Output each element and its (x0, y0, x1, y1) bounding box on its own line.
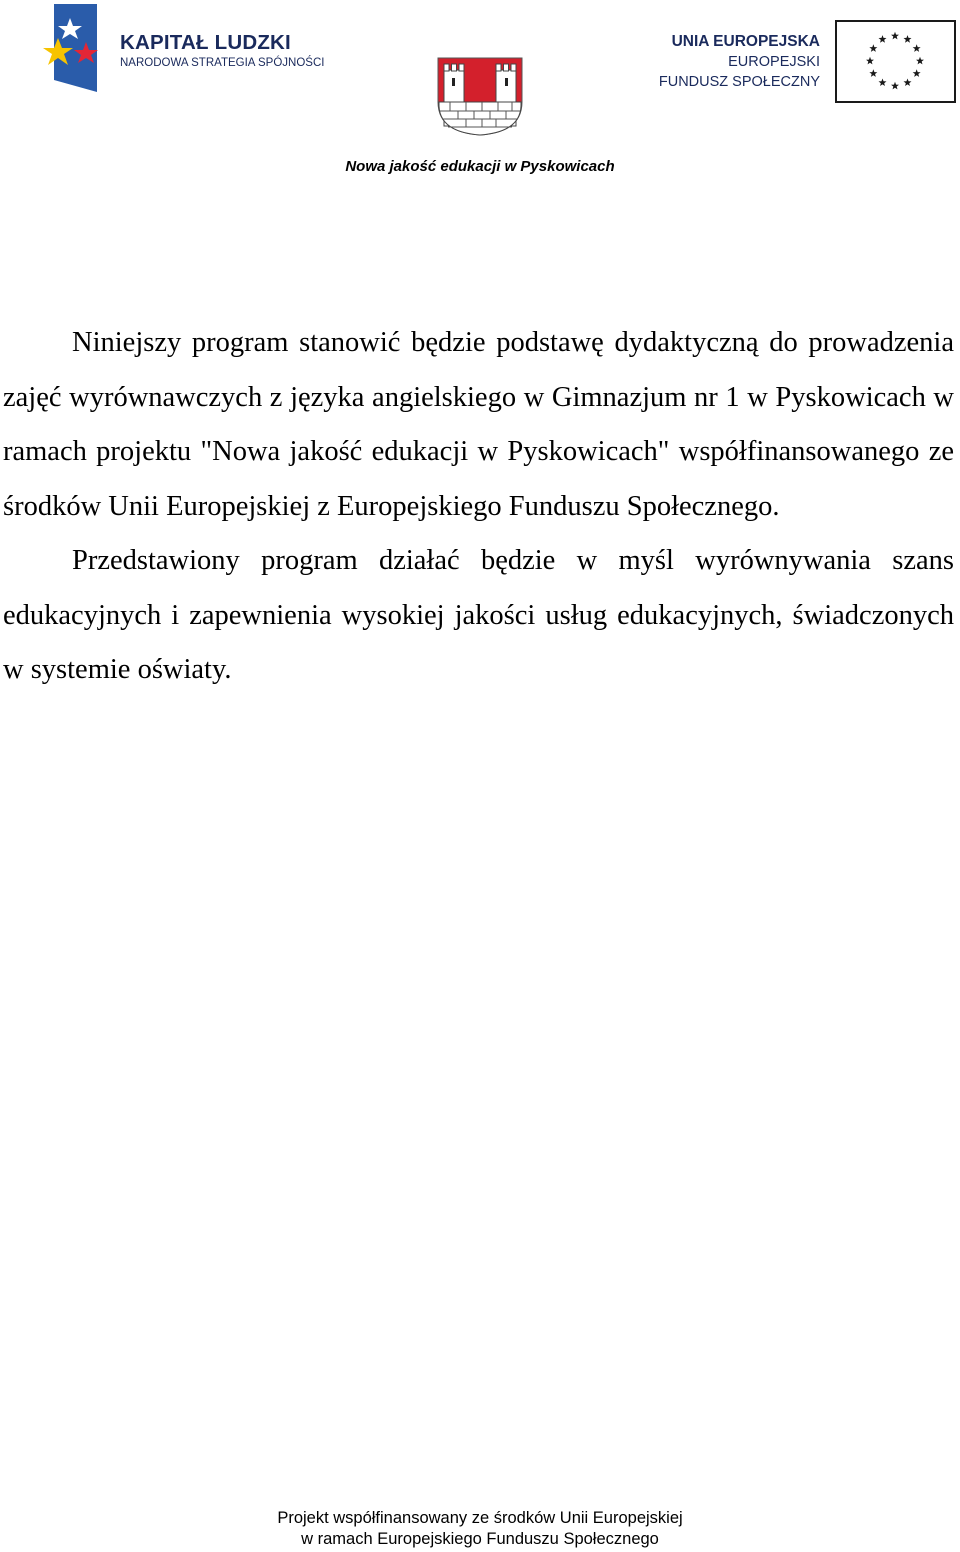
eu-flag-icon (835, 20, 956, 103)
footer-line-2: w ramach Europejskiego Funduszu Społecznego (301, 1530, 659, 1548)
document-body (3, 316, 954, 698)
kapital-ludzki-title: KAPITAŁ LUDZKI (120, 31, 291, 54)
footer-line-1: Projekt współfinansowany ze środków Unii Europejskiej (277, 1509, 683, 1527)
footer (0, 1508, 960, 1550)
eu-line-1: UNIA EUROPEJSKA (671, 33, 820, 50)
kapital-ludzki-logo (42, 4, 342, 94)
pyskowice-crest-icon (436, 56, 524, 136)
project-title: Nowa jakość edukacji w Pyskowicach (345, 158, 615, 175)
paragraph-2: Przedstawiony program działać będzie w myśl wyrównywania szans edukacyjnych i zapewnienia wysokiej jakości usług edukacyjnych, świadczonych w systemie oświaty. (3, 545, 954, 685)
eu-fund-text (659, 32, 820, 92)
kapital-ludzki-subtitle: NARODOWA STRATEGIA SPÓJNOŚCI (120, 57, 325, 69)
eu-line-3: FUNDUSZ SPOŁECZNY (658, 74, 820, 90)
kapital-ludzki-emblem-icon (42, 4, 102, 94)
paragraph-1: Niniejszy program stanowić będzie podstawę dydaktyczną do prowadzenia zajęć wyrównawczych z języka angielskiego w Gimnazjum nr 1 w Pyskowicach w ramach projektu "Nowa jakość edukacji w Pyskowicach" współfinansowanego ze środków Unii Europejskiej z Europejskiego Funduszu Społecznego. (3, 327, 954, 522)
eu-line-2: EUROPEJSKI (728, 54, 820, 70)
